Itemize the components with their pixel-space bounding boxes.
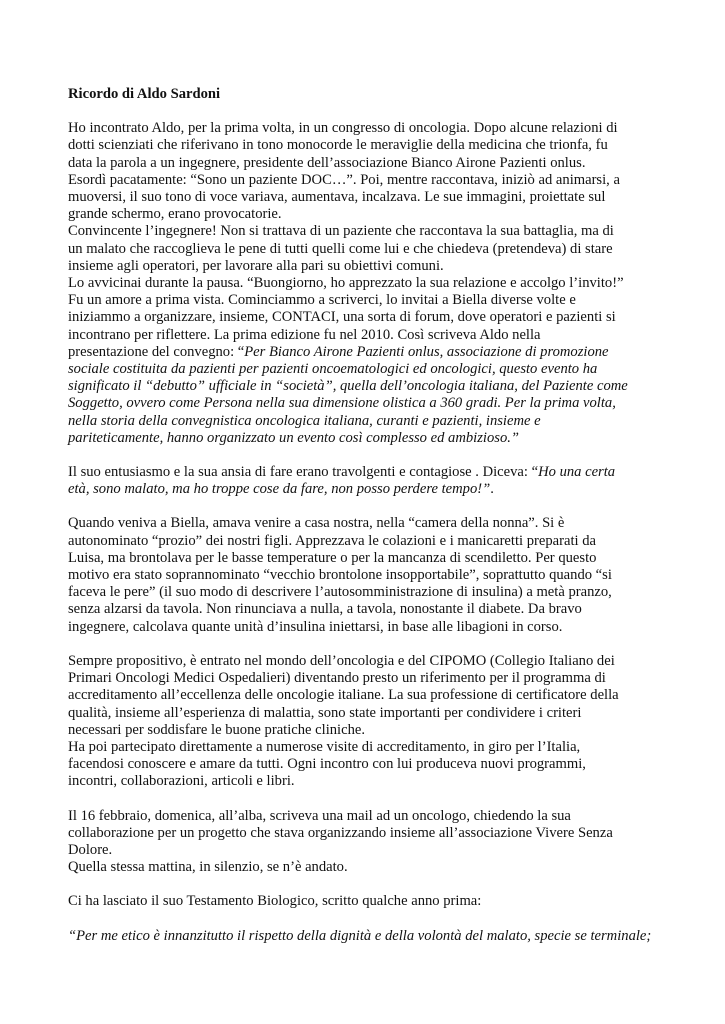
text-line: qualità, insieme all’esperienza di malattia, sono state importanti per condividere i criteri: [68, 704, 582, 721]
text-line: Lo avvicinai durante la pausa. “Buongiorno, ho apprezzato la sua relazione e accolgo l’invito!”: [68, 275, 624, 292]
paragraph-enthusiasm: [68, 464, 659, 498]
text-line: collaborazione per un progetto che stava organizzando insieme all’associazione Vivere Senza: [68, 824, 613, 841]
text-line: Ho incontrato Aldo, per la prima volta, in un congresso di oncologia. Dopo alcune relazioni di: [68, 120, 618, 137]
text-line: Luisa, ma brontolava per le basse temperature o per la mancanza di scendiletto. Per questo: [68, 549, 597, 566]
italic-line: sociale costituita da pazienti per pazienti oncoematologici ed oncologici, questo evento ha: [68, 361, 598, 378]
text-line: autonominato “prozio” dei nostri figli. Apprezzava le colazioni e i manicaretti preparati da: [68, 532, 596, 549]
document-title: Ricordo di Aldo Sardoni: [68, 86, 221, 102]
text-line: Ha poi partecipato direttamente a numerose visite di accreditamento, in giro per l’Italia,: [68, 738, 581, 755]
text-line: necessari per soddisfare le buone pratiche cliniche.: [68, 721, 366, 738]
text-plain: .: [490, 481, 494, 498]
paragraph-testament-intro: [68, 893, 659, 910]
text-line: motivo era stato soprannominato “vecchio brontolone insopportabile”, soprattutto quando “si: [68, 567, 612, 584]
text-line: dotti scienziati che riferivano in tono monocorde le meraviglie della medicina che trionfa, fu: [68, 137, 608, 154]
text-line: un malato che raccoglieva le pene di tutti quelli come lui e che chiedeva (pretendeva) di stare: [68, 240, 613, 257]
text-line: Fu un amore a prima vista. Cominciammo a scriverci, lo invitai a Biella diverse volte e: [68, 292, 576, 309]
text-line: Dolore.: [68, 841, 113, 858]
italic-line: nella storia della convegnistica oncologica italiana, curanti e pazienti, insieme e: [68, 412, 541, 429]
text-line: muoversi, il suo tono di voce variava, aumentava, incalzava. Le sue immagini, proiettate sul: [68, 189, 606, 206]
text-line: Ci ha lasciato il suo Testamento Biologico, scritto qualche anno prima:: [68, 893, 482, 910]
italic-line: significato il “debutto” ufficiale in “società”, quella dell’oncologia italiana, del Paziente come: [68, 378, 628, 395]
text-line: Il 16 febbraio, domenica, all’alba, scriveva una mail ad un oncologo, chiedendo la sua: [68, 807, 571, 824]
text-italic: Ho una certa: [538, 464, 616, 481]
text-line: Quella stessa mattina, in silenzio, se n’è andato.: [68, 859, 348, 876]
testament-quote-line: [68, 928, 651, 944]
text-italic: Per me etico è innanzitutto il rispetto della dignità e della volontà del malato, specie se terminale;: [76, 927, 652, 944]
italic-line: pariteticamente, hanno organizzato un evento così complesso ed ambizioso.”: [68, 429, 520, 446]
text-line: [68, 344, 659, 361]
paragraph-cipomo: [68, 653, 659, 791]
text-line: grande schermo, erano provocatorie.: [68, 206, 282, 223]
text-line: accreditamento all’eccellenza delle oncologie italiane. La sua professione di certificatore della: [68, 687, 619, 704]
text-line: Sempre propositivo, è entrato nel mondo dell’oncologia e del CIPOMO (Collegio Italiano dei: [68, 652, 615, 669]
text-line: incontrano per riflettere. La prima edizione fu nel 2010. Così scriveva Aldo nella: [68, 326, 541, 343]
text-line: Quando veniva a Biella, amava venire a casa nostra, nella “camera della nonna”. Si è: [68, 515, 565, 532]
paragraph-last-day: [68, 808, 659, 877]
text-line: [68, 481, 659, 498]
text-italic: età, sono malato, ma ho troppe cose da fare, non posso perdere tempo!”: [68, 481, 491, 498]
quote-open-mark: “: [68, 927, 77, 944]
text-line: data la parola a un ingegnere, presidente dell’associazione Bianco Airone Pazienti onlus.: [68, 154, 586, 171]
text-line: iniziammo a organizzare, insieme, CONTACI, una sorta di forum, dove operatori e pazienti si: [68, 309, 616, 326]
text-plain: presentazione del convegno: “: [68, 343, 245, 360]
text-line: senza alzarsi da tavola. Non rinunciava a nulla, a tavola, nonostante il diabete. Da bravo: [68, 601, 582, 618]
paragraph-testament-quote: [68, 928, 659, 945]
text-line: insieme agli operatori, per lavorare alla pari su obiettivi comuni.: [68, 257, 444, 274]
italic-line: Soggetto, ovvero come Persona nella sua dimensione olistica a 360 gradi. Per la prima volta,: [68, 395, 616, 412]
paragraph-first-meeting: [68, 120, 659, 447]
text-line: faceva le pere” (il suo modo di descrivere l’autosomministrazione di insulina) a metà pranzo,: [68, 584, 612, 601]
text-plain: Il suo entusiasmo e la sua ansia di fare erano travolgenti e contagiose . Diceva: “: [68, 464, 539, 481]
text-line: ingegnere, calcolava quante unità d’insulina iniettarsi, in base alle libagioni in corso.: [68, 618, 563, 635]
text-line: Convincente l’ingegnere! Non si trattava di un paziente che raccontava la sua battaglia, ma di: [68, 223, 614, 240]
text-italic: Per Bianco Airone Pazienti onlus, associazione di promozione: [244, 343, 609, 360]
text-line: Esordì pacatamente: “Sono un paziente DOC…”. Poi, mentre raccontava, iniziò ad animarsi, a: [68, 171, 620, 188]
text-line: Primari Oncologi Medici Ospedalieri) diventando presto un riferimento per il programma di: [68, 670, 606, 687]
document-page: [68, 86, 659, 945]
text-line: incontri, collaborazioni, articoli e libri.: [68, 773, 295, 790]
text-line: facendosi conoscere e amare da tutti. Ogni incontro con lui produceva nuovi programmi,: [68, 756, 586, 773]
text-line: [68, 464, 659, 481]
paragraph-biella: [68, 515, 659, 635]
